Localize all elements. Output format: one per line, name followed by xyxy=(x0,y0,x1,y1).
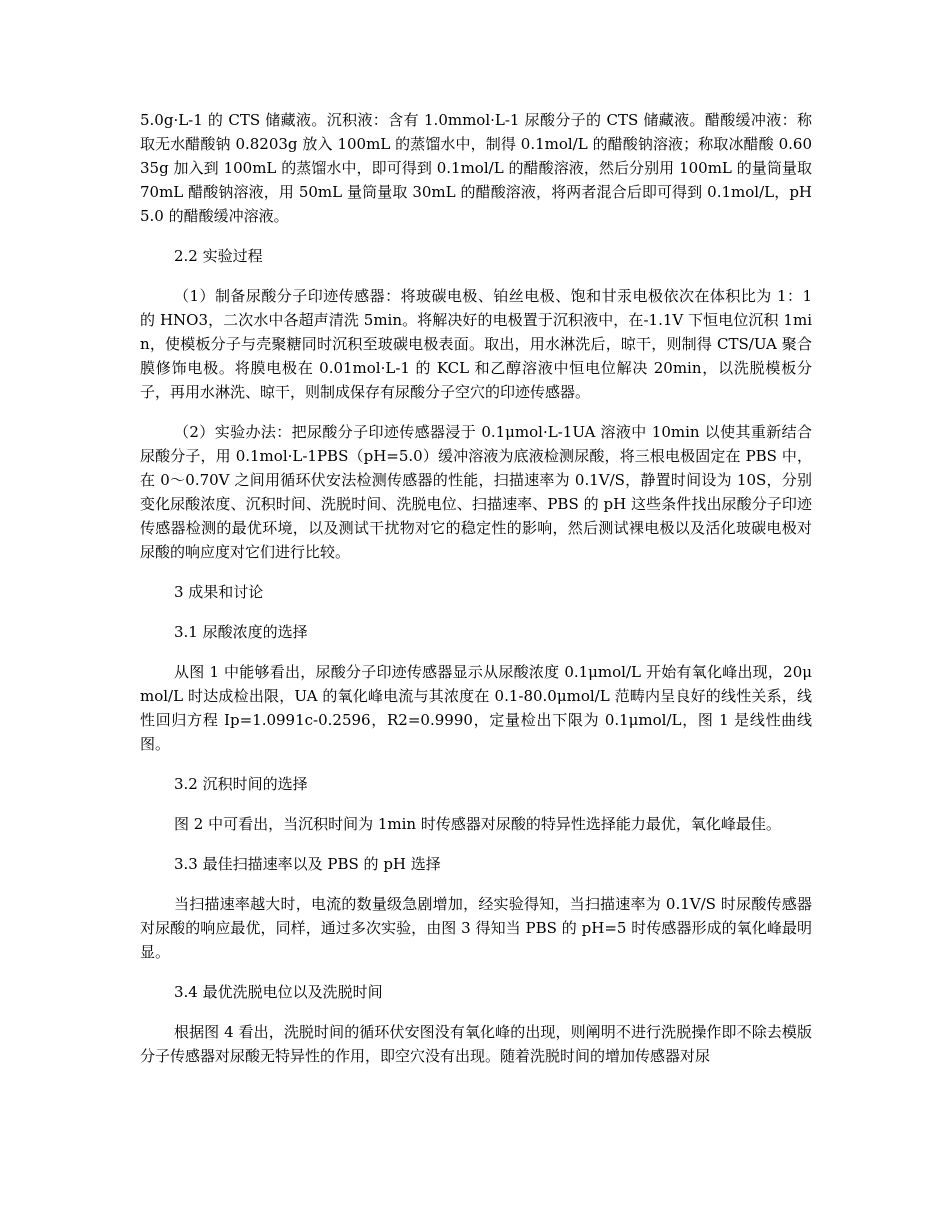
paragraph-deposition-time: 图 2 中可看出，当沉积时间为 1min 时传感器对尿酸的特异性选择能力最优，氧化峰最佳。 xyxy=(174,815,781,833)
paragraph-sensor-preparation: （1）制备尿酸分子印迹传感器：将玻碳电极、铂丝电极、饱和甘汞电极依次在体积比为 1：1 的 HNO3，二次水中各超声清洗 5min。将解决好的电极置于沉积液中，在-1.1V 下恒电位沉积 1min，使模板分子与壳聚糖同时沉积至玻碳电极表面。取出，用水淋洗后，晾干，则制得 CTS/UA 聚合膜修饰电极。将膜电极在 0.01mol·L-1 的 KCL 和乙醇溶液中恒电位解决 20min，以洗脱模板分子，再用水淋洗、晾干，则制成保存有尿酸分子空穴的印迹传感器。 xyxy=(140,287,812,401)
section-heading-3-3: 3.3 最佳扫描速率以及 PBS 的 pH 选择 xyxy=(174,855,441,873)
section-heading-3-1: 3.1 尿酸浓度的选择 xyxy=(174,623,308,641)
paragraph-experiment-method: （2）实验办法：把尿酸分子印迹传感器浸于 0.1μmol·L-1UA 溶液中 10min 以使其重新结合尿酸分子，用 0.1mol·L-1PBS（pH=5.0）缓冲溶液为底液检测尿酸，将三根电极固定在 PBS 中，在 0～0.70V 之间用循环伏安法检测传感器的性能，扫描速率为 0.1V/S，静置时间设为 10S，分别变化尿酸浓度、沉积时间、洗脱时间、洗脱电位、扫描速率、PBS 的 pH 这些条件找出尿酸分子印迹传感器检测的最优环境，以及测试干扰物对它的稳定性的影响，然后测试裸电极以及活化玻碳电极对尿酸的响应度对它们进行比较。 xyxy=(140,423,812,561)
document-page xyxy=(140,108,812,1084)
paragraph-concentration: 从图 1 中能够看出，尿酸分子印迹传感器显示从尿酸浓度 0.1μmol/L 开始有氧化峰出现，20μmol/L 时达成检出限，UA 的氧化峰电流与其浓度在 0.1-80.0μmol/L 范畴内呈良好的线性关系，线性回归方程 Ip=1.0991c-0.2596，R2=0.9990，定量检出下限为 0.1μmol/L，图 1 是线性曲线图。 xyxy=(140,663,812,753)
section-heading-3: 3 成果和讨论 xyxy=(174,583,264,601)
paragraph-scan-rate-ph: 当扫描速率越大时，电流的数量级急剧增加，经实验得知，当扫描速率为 0.1V/S 时尿酸传感器对尿酸的响应最优，同样，通过多次实验，由图 3 得知当 PBS 的 pH=5 时传感器形成的氧化峰最明显。 xyxy=(140,895,812,961)
section-heading-2-2: 2.2 实验过程 xyxy=(174,247,263,265)
paragraph-reagents: 5.0g·L-1 的 CTS 储藏液。沉积液：含有 1.0mmol·L-1 尿酸分子的 CTS 储藏液。醋酸缓冲液：称取无水醋酸钠 0.8203g 放入 100mL 的蒸馏水中，制得 0.1mol/L 的醋酸钠溶液；称取冰醋酸 0.6035g 加入到 100mL 的蒸馏水中，即可得到 0.1mol/L 的醋酸溶液，然后分别用 100mL 的量筒量取 70mL 醋酸钠溶液，用 50mL 量筒量取 30mL 的醋酸溶液，将两者混合后即可得到 0.1mol/L，pH5.0 的醋酸缓冲溶液。 xyxy=(140,111,812,225)
section-heading-3-4: 3.4 最优洗脱电位以及洗脱时间 xyxy=(174,983,383,1001)
section-heading-3-2: 3.2 沉积时间的选择 xyxy=(174,775,308,793)
paragraph-elution: 根据图 4 看出，洗脱时间的循环伏安图没有氧化峰的出现，则阐明不进行洗脱操作即不除去模版分子传感器对尿酸无特异性的作用，即空穴没有出现。随着洗脱时间的增加传感器对尿 xyxy=(140,1023,812,1065)
